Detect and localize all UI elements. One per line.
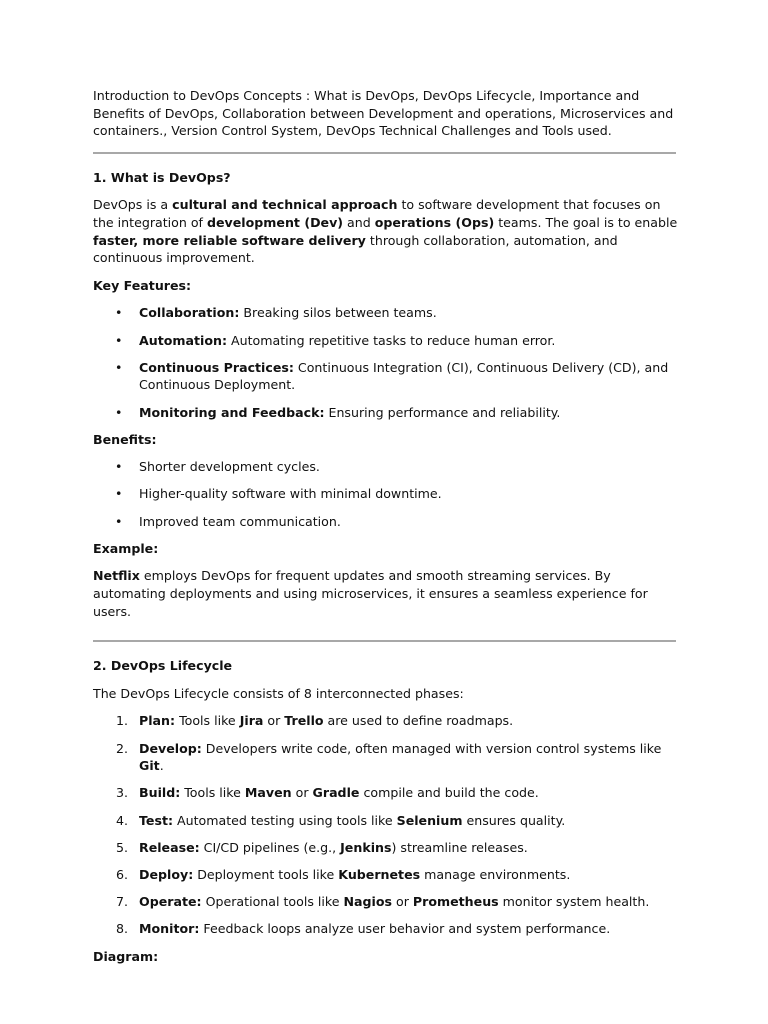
text-run: are used to define roadmaps.: [323, 713, 514, 729]
list-item: [93, 332, 683, 350]
example-paragraph: [93, 567, 683, 620]
example-heading: Example:: [93, 540, 159, 556]
phase-number: 6.: [116, 866, 129, 882]
bold-text-run: Gradle: [312, 785, 360, 801]
feature-text: Ensuring performance and reliability.: [324, 404, 561, 420]
bold-text-run: Develop:: [139, 740, 202, 756]
bold-text-run: Kubernetes: [338, 866, 421, 882]
text-run: to software development that focuses on the integration of: [93, 197, 661, 230]
text-run: Developers write code, often managed with version control systems like: [201, 740, 662, 756]
devops-definition: [93, 196, 683, 266]
bullet-icon: •: [115, 486, 123, 502]
section-divider: [93, 640, 676, 642]
lifecycle-phases-list: [93, 712, 683, 938]
phase-text: [139, 713, 513, 728]
text-run: Tools like: [180, 785, 245, 801]
bold-text-run: development (Dev): [207, 214, 344, 230]
text-run: DevOps is a: [93, 197, 173, 213]
text-run: .: [159, 758, 164, 774]
text-run: through collaboration, automation, and continuous improvement.: [93, 232, 618, 266]
list-item: [93, 740, 683, 775]
bold-text-run: Git: [139, 758, 160, 774]
bold-text-run: cultural and technical approach: [172, 197, 398, 213]
text-run: employs DevOps for frequent updates and smooth streaming services. By automating deployments and using microservices, it ensures a seamless experience for users.: [93, 568, 648, 619]
phase-number: 4.: [116, 812, 129, 828]
phase-number: 2.: [116, 740, 129, 756]
bullet-icon: •: [115, 459, 123, 475]
text-run: CI/CD pipelines (e.g.,: [199, 839, 341, 855]
phase-text: [139, 867, 570, 882]
feature-text: Automating repetitive tasks to reduce human error.: [227, 332, 556, 348]
bold-text-run: Build:: [139, 785, 181, 801]
phase-number: 7.: [116, 894, 129, 910]
bold-text-run: Netflix: [93, 568, 140, 584]
phase-text: [139, 813, 565, 828]
intro-paragraph: Introduction to DevOps Concepts : What is DevOps, DevOps Lifecycle, Importance and Benefits of DevOps, Collaboration between Development and operations, Microservices and containers., Version Control System, DevOps Technical Challenges and Tools used.: [93, 88, 674, 139]
feature-label: Collaboration:: [139, 305, 240, 321]
benefits-list: [93, 458, 683, 530]
bold-text-run: Selenium: [396, 812, 463, 828]
text-run: or: [263, 713, 285, 729]
document-content: [93, 87, 683, 975]
text-run: Automated testing using tools like: [173, 812, 397, 828]
benefit-text: Improved team communication.: [139, 513, 341, 529]
bold-text-run: Jira: [239, 713, 264, 729]
text-run: Deployment tools like: [193, 866, 339, 882]
bullet-icon: •: [115, 332, 123, 348]
bold-text-run: operations (Ops): [374, 214, 495, 230]
list-item: [93, 812, 683, 830]
list-item: [93, 839, 683, 857]
feature-text: Breaking silos between teams.: [239, 305, 437, 321]
text-run: Feedback loops analyze user behavior and system performance.: [199, 921, 611, 937]
list-item: [93, 404, 683, 422]
section2-heading: 2. DevOps Lifecycle: [93, 658, 233, 674]
bold-text-run: Deploy:: [139, 866, 194, 882]
feature-label: Automation:: [139, 332, 227, 348]
phase-number: 3.: [116, 785, 129, 801]
bullet-icon: •: [115, 305, 123, 321]
section1-heading: 1. What is DevOps?: [93, 169, 231, 185]
bold-text-run: Prometheus: [412, 894, 499, 910]
text-run: monitor system health.: [498, 894, 650, 910]
bold-text-run: faster, more reliable software delivery: [93, 232, 366, 248]
lifecycle-lead: The DevOps Lifecycle consists of 8 interconnected phases:: [93, 685, 464, 701]
list-item: [93, 784, 683, 802]
list-item: [93, 893, 683, 911]
phase-number: 8.: [116, 921, 129, 937]
text-run: teams. The goal is to enable: [494, 214, 678, 230]
text-run: compile and build the code.: [359, 785, 539, 801]
bold-text-run: Release:: [139, 839, 200, 855]
feature-text: Continuous Integration (CI), Continuous Delivery (CD), and Continuous Deployment.: [139, 359, 669, 393]
bold-text-run: Nagios: [343, 894, 393, 910]
phase-text: [139, 894, 649, 909]
benefit-text: Shorter development cycles.: [139, 459, 320, 475]
diagram-heading: Diagram:: [93, 948, 159, 964]
text-run: or: [392, 894, 413, 910]
bold-text-run: Trello: [284, 713, 324, 729]
feature-label: Monitoring and Feedback:: [139, 404, 325, 420]
list-item: [93, 485, 683, 503]
text-run: manage environments.: [420, 866, 571, 882]
feature-label: Continuous Practices:: [139, 359, 294, 375]
list-item: [93, 359, 683, 394]
bold-text-run: Maven: [244, 785, 292, 801]
bold-text-run: Test:: [139, 812, 174, 828]
text-run: and: [343, 214, 375, 230]
benefits-heading: Benefits:: [93, 431, 157, 447]
list-item: [93, 458, 683, 476]
phase-text: [139, 785, 539, 800]
key-features-heading: Key Features:: [93, 277, 192, 293]
list-item: [93, 866, 683, 884]
list-item: [93, 513, 683, 531]
bold-text-run: Plan:: [139, 713, 176, 729]
text-run: ensures quality.: [462, 812, 566, 828]
benefit-text: Higher-quality software with minimal downtime.: [139, 486, 442, 502]
bullet-icon: •: [115, 359, 123, 375]
bullet-icon: •: [115, 404, 123, 420]
text-run: ) streamline releases.: [391, 839, 528, 855]
phase-number: 1.: [116, 713, 129, 729]
list-item: [93, 920, 683, 938]
bold-text-run: Monitor:: [139, 921, 200, 937]
section-divider: [93, 152, 676, 154]
text-run: or: [291, 785, 313, 801]
phase-text: [139, 840, 528, 855]
bold-text-run: Operate:: [139, 894, 202, 910]
key-features-list: [93, 304, 683, 421]
text-run: Operational tools like: [201, 894, 344, 910]
phase-text: [139, 921, 610, 936]
text-run: Tools like: [175, 713, 240, 729]
phase-number: 5.: [116, 839, 129, 855]
bullet-icon: •: [115, 513, 123, 529]
phase-text: [139, 741, 661, 774]
list-item: [93, 304, 683, 322]
bold-text-run: Jenkins: [340, 839, 392, 855]
list-item: [93, 712, 683, 730]
